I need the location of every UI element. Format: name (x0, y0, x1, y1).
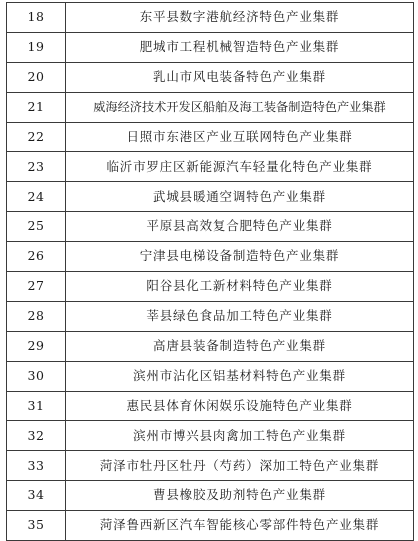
row-number: 24 (7, 182, 66, 212)
row-number: 32 (7, 421, 66, 451)
table-row (7, 32, 414, 62)
table-row (7, 421, 414, 451)
row-number: 33 (7, 451, 66, 481)
cluster-name: 临沂市罗庄区新能源汽车轻量化特色产业集群 (66, 152, 414, 182)
cluster-name: 高唐县装备制造特色产业集群 (66, 331, 414, 361)
row-number: 23 (7, 152, 66, 182)
row-number: 31 (7, 391, 66, 421)
cluster-name: 威海经济技术开发区船舶及海工装备制造特色产业集群 (66, 92, 414, 122)
table-row (7, 451, 414, 481)
cluster-name: 武城县暖通空调特色产业集群 (66, 182, 414, 212)
cluster-name: 日照市东港区产业互联网特色产业集群 (66, 122, 414, 152)
row-number: 29 (7, 331, 66, 361)
table-row (7, 331, 414, 361)
row-number: 27 (7, 272, 66, 302)
row-number: 21 (7, 92, 66, 122)
cluster-name: 曹县橡胶及助剂特色产业集群 (66, 481, 414, 511)
table-row (7, 511, 414, 541)
table-row (7, 152, 414, 182)
table-row (7, 301, 414, 331)
table-row (7, 242, 414, 272)
cluster-name: 肥城市工程机械智造特色产业集群 (66, 32, 414, 62)
cluster-name: 平原县高效复合肥特色产业集群 (66, 212, 414, 242)
row-number: 19 (7, 32, 66, 62)
cluster-name: 滨州市沾化区铝基材料特色产业集群 (66, 361, 414, 391)
row-number: 28 (7, 301, 66, 331)
row-number: 35 (7, 511, 66, 541)
row-number: 22 (7, 122, 66, 152)
cluster-name: 宁津县电梯设备制造特色产业集群 (66, 242, 414, 272)
table-row (7, 391, 414, 421)
table-row (7, 481, 414, 511)
cluster-name: 乳山市风电装备特色产业集群 (66, 62, 414, 92)
table-row (7, 3, 414, 33)
table-row (7, 361, 414, 391)
cluster-name: 惠民县体育休闲娱乐设施特色产业集群 (66, 391, 414, 421)
cluster-name: 东平县数字港航经济特色产业集群 (66, 3, 414, 33)
table-row (7, 182, 414, 212)
table-row (7, 122, 414, 152)
table-row (7, 62, 414, 92)
cluster-name: 滨州市博兴县肉禽加工特色产业集群 (66, 421, 414, 451)
row-number: 25 (7, 212, 66, 242)
cluster-name: 阳谷县化工新材料特色产业集群 (66, 272, 414, 302)
table-row (7, 212, 414, 242)
table-row (7, 272, 414, 302)
table-row (7, 92, 414, 122)
cluster-table (6, 2, 414, 541)
row-number: 34 (7, 481, 66, 511)
row-number: 18 (7, 3, 66, 33)
cluster-name: 菏泽鲁西新区汽车智能核心零部件特色产业集群 (66, 511, 414, 541)
cluster-table-body (7, 3, 414, 541)
row-number: 26 (7, 242, 66, 272)
cluster-name: 莘县绿色食品加工特色产业集群 (66, 301, 414, 331)
cluster-name: 菏泽市牡丹区牡丹（芍药）深加工特色产业集群 (66, 451, 414, 481)
row-number: 20 (7, 62, 66, 92)
row-number: 30 (7, 361, 66, 391)
